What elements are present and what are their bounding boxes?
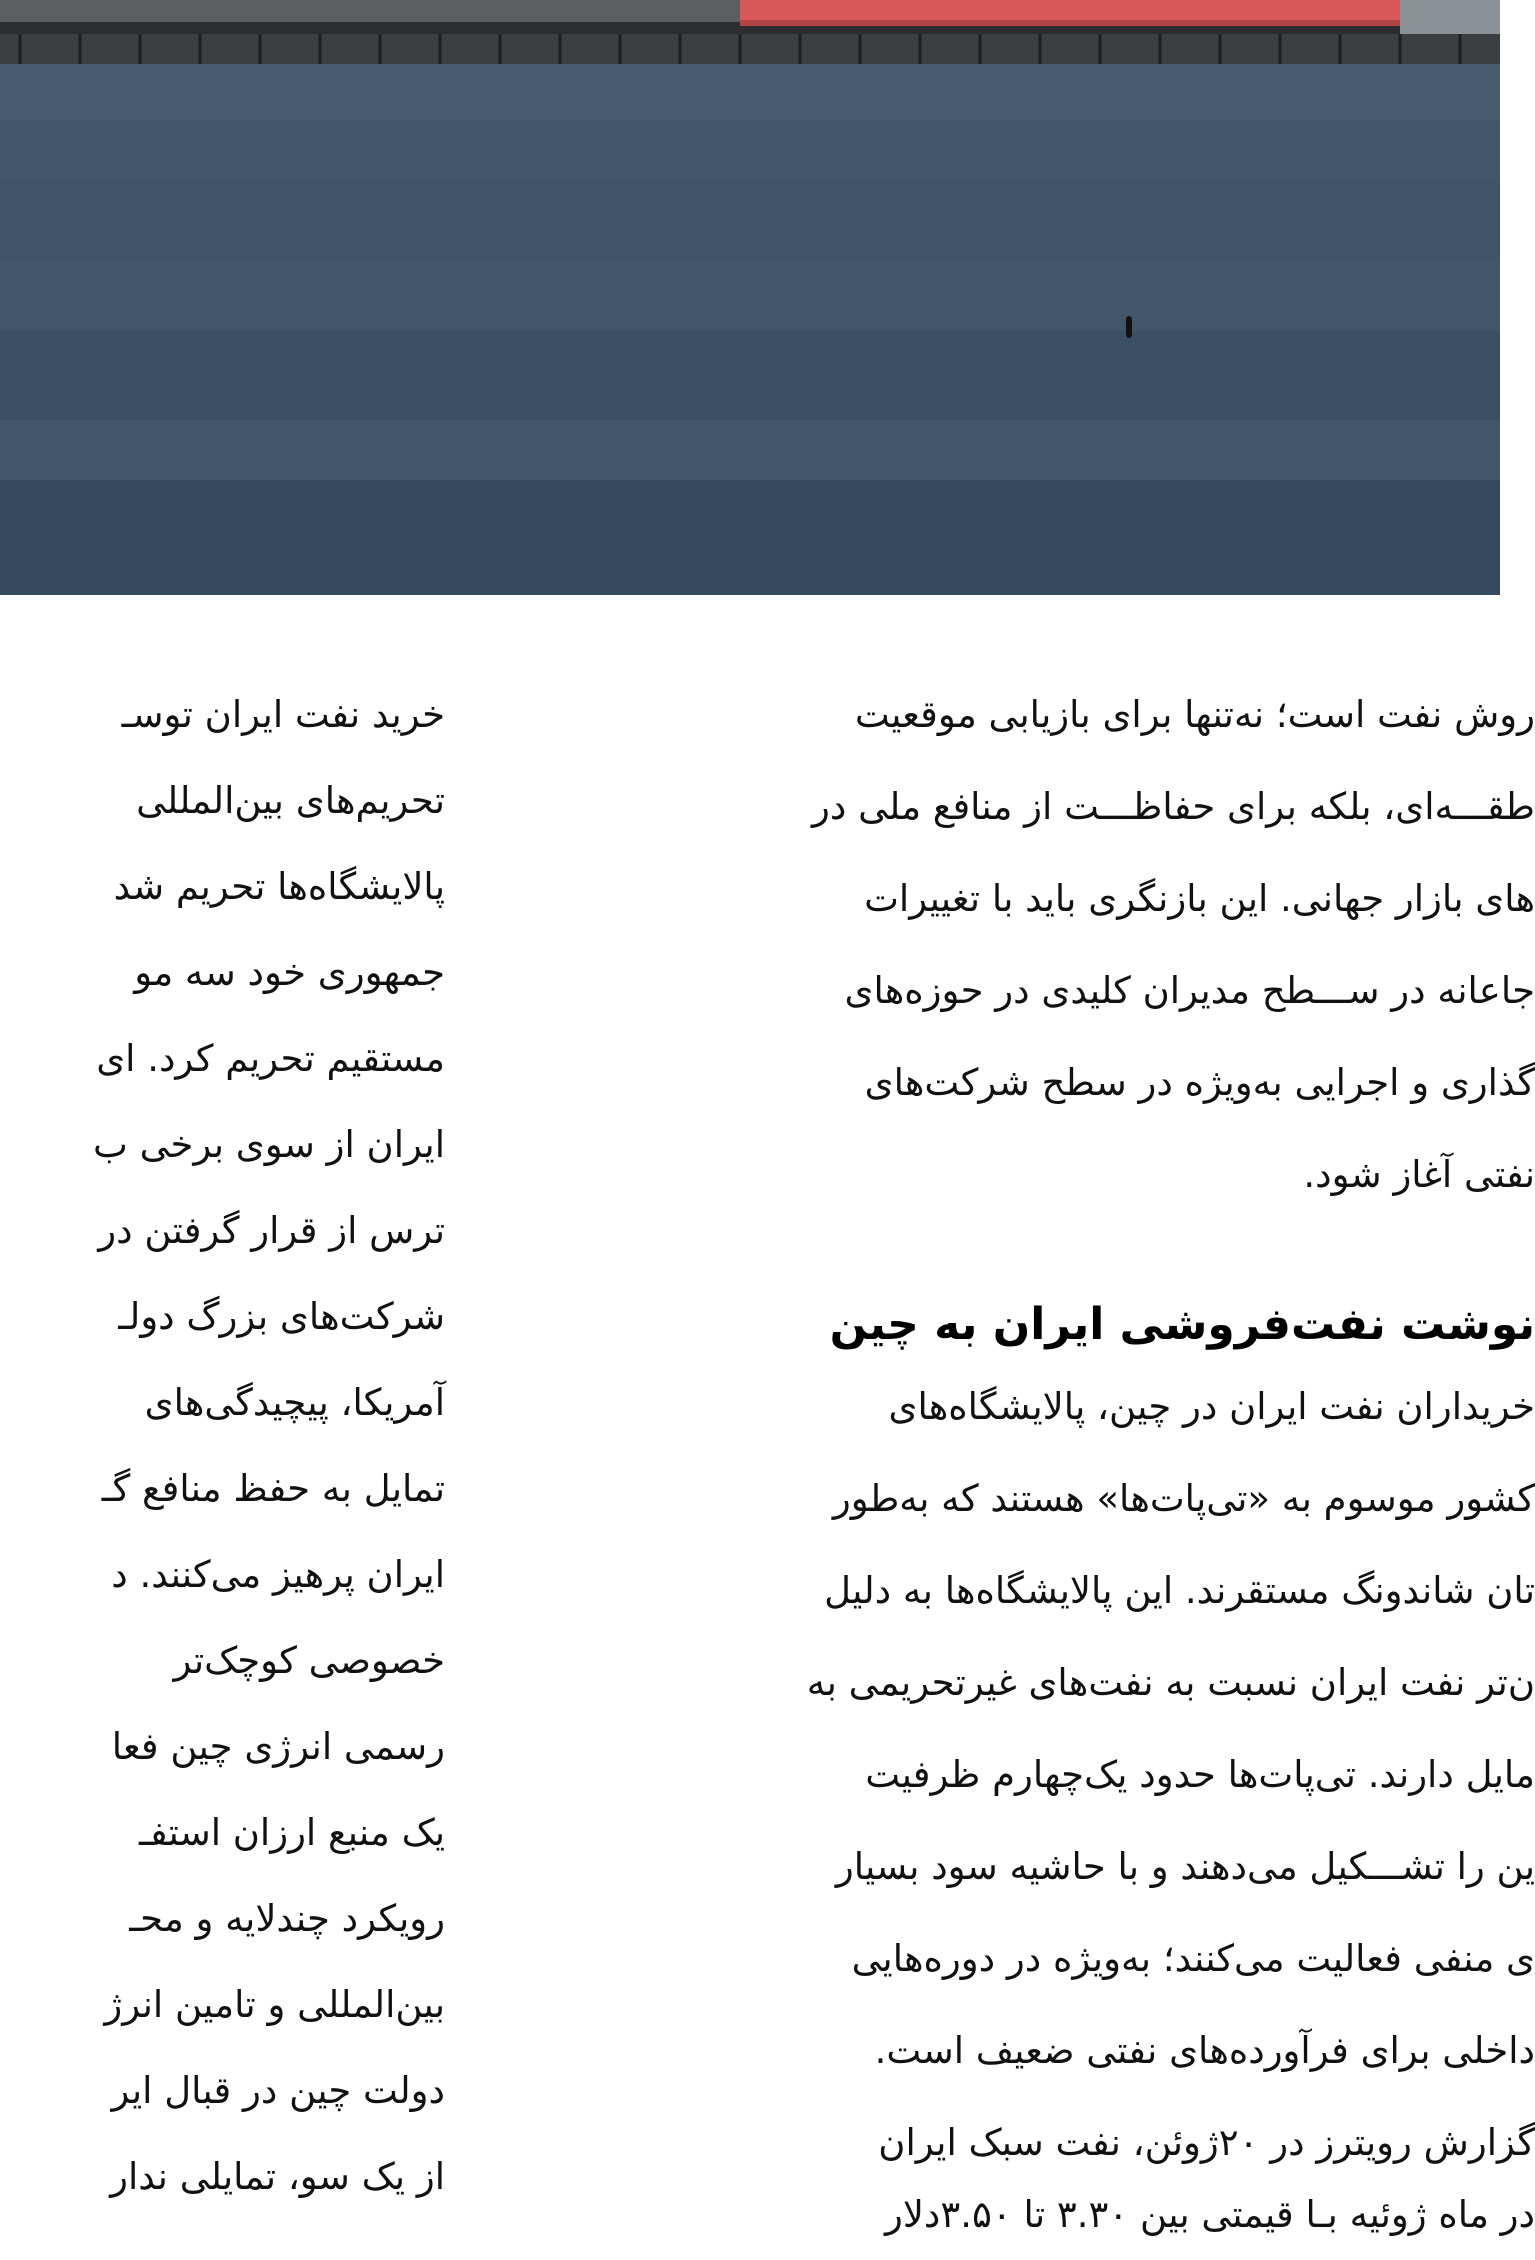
paragraph-line: طقـــه‌ای، بلکه برای حفاظـــت از منافع ملی در [812,785,1535,828]
paragraph-line: تمایل به حفظ منافع گـ [101,1467,445,1510]
paragraph-line: مایل دارند. تی‌پات‌ها حدود یک‌چهارم ظرفیت [865,1753,1535,1796]
photo-illustration [0,0,1500,595]
pier-pilings [0,34,1500,64]
paragraph-line: خریداران نفت ایران در چین، پالایشگاه‌های [888,1385,1535,1428]
paragraph-line: داخلی برای فرآورده‌های نفتی ضعیف است. [874,2029,1535,2072]
paragraph-line: تان شاندونگ مستقرند. این پالایشگاه‌ها به دلیل [824,1569,1535,1612]
paragraph-line: تحریم‌های بین‌المللی [136,779,445,822]
buoy [1126,316,1132,338]
paragraph-line: شرکت‌های بزرگ دولـ [118,1295,445,1338]
paragraph-line: ی منفی فعالیت می‌کنند؛ به‌ویژه در دوره‌هایی [851,1937,1535,1980]
paragraph-line: رسمی انرژی چین فعا [111,1725,445,1768]
paragraph-line: روش نفت است؛ نه‌تنها برای بازیابی موقعیت [854,693,1535,736]
article-column-left [0,670,445,2230]
paragraph-line: پالایشگاه‌ها تحریم شد [113,865,445,908]
paragraph-line: ایران از سوی برخی ب [93,1123,445,1166]
paragraph-line: های بازار جهانی. این بازنگری باید با تغییرات [864,877,1535,920]
paragraph-line: در ماه ژوئیه بـا قیمتی بین ۳.۳۰ تا ۳.۵۰دلار [884,2193,1535,2236]
paragraph-line: گزارش رویترز در ۲۰ژوئن، نفت سبک ایران [878,2121,1535,2164]
paragraph-line: ایران پرهیز می‌کنند. د [111,1553,445,1596]
paragraph-line: جاعانه در ســـطح مدیران کلیدی در حوزه‌های [844,969,1535,1012]
article-column-right [545,670,1535,2236]
paragraph-line: خصوصی کوچک‌تر [173,1639,445,1682]
paragraph-line: آمریکا، پیچیدگی‌های [144,1381,445,1424]
paragraph-line: رویکرد چندلایه و محـ [129,1897,445,1940]
paragraph-line: دولت چین در قبال ایر [111,2069,445,2112]
oil-terminal-photo [0,0,1500,595]
paragraph-line: بین‌المللی و تامین انرژ [104,1983,445,2026]
paragraph-line: گذاری و اجرایی به‌ویژه در سطح شرکت‌های [864,1061,1535,1104]
paragraph-line: ین را تشـــکیل می‌دهند و با حاشیه سود بسیار [835,1845,1535,1888]
paragraph-line: مستقیم تحریم کرد. ای [96,1037,445,1080]
paragraph-line: یک منبع ارزان استفـ [138,1811,445,1854]
paragraph-line: کشور موسوم به «تی‌پات‌ها» هستند که به‌طور [832,1477,1535,1520]
paragraph-line: جمهوری خود سه مو [134,951,445,994]
paragraph-line: خرید نفت ایران توسـ [121,693,445,736]
paragraph-line: از یک سو، تمایلی ندار [110,2155,445,2198]
paragraph-line: نفتی آغاز شود. [1303,1153,1535,1196]
section-heading: نوشت نفت‌فروشی ایران به چین [829,1299,1535,1350]
paragraph-line: ترس از قرار گرفتن در [98,1209,445,1252]
paragraph-line: ن‌تر نفت ایران نسبت به نفت‌های غیرتحریمی به [806,1661,1535,1704]
